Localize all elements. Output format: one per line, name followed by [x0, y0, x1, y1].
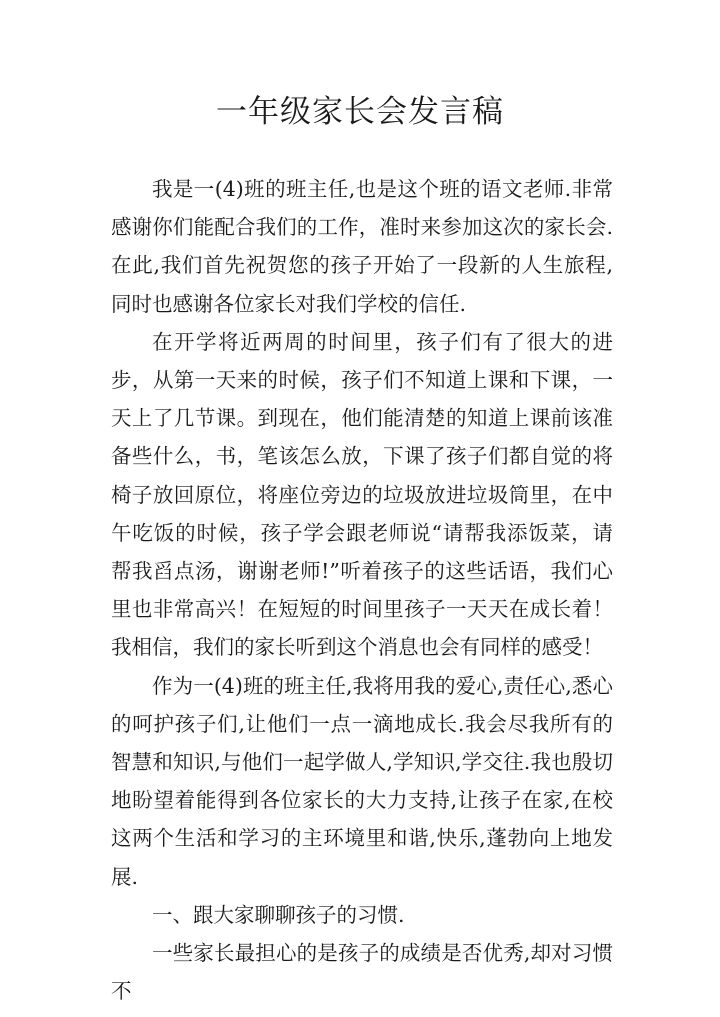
document-title: 一年级家长会发言稿: [216, 94, 504, 130]
paragraph-commitment: 作为一(4)班的班主任,我将用我的爱心,责任心,悉心的呵护孩子们,让他们一点一滴地成长.我会尽我所有的智慧和知识,与他们一起学做人,学知识,学交往.我也殷切地盼望着能得到各位家长的大力支持,让孩子在家,在校这两个生活和学习的主环境里和谐,快乐,蓬勃向上地发展.: [111, 673, 613, 889]
paragraph-habits: 一些家长最担心的是孩子的成绩是否优秀,却对习惯不: [111, 941, 613, 1004]
document-body: [111, 170, 613, 1010]
paragraph-progress: 在开学将近两周的时间里，孩子们有了很大的进步，从第一天来的时候，孩子们不知道上课和下课，一天上了几节课。到现在，他们能清楚的知道上课前该准备些什么，书，笔该怎么放，下课了孩子们都自觉的将椅子放回原位，将座位旁边的垃圾放进垃圾筒里，在中午吃饭的时候，孩子学会跟老师说“请帮我添饭菜，请帮我舀点汤，谢谢老师!”听着孩子的这些话语，我们心里也非常高兴！在短短的时间里孩子一天天在成长着！我相信，我们的家长听到这个消息也会有同样的感受！: [111, 329, 613, 660]
paragraph-intro: 我是一(4)班的班主任,也是这个班的语文老师.非常感谢你们能配合我们的工作，准时来参加这次的家长会.在此,我们首先祝贺您的孩子开始了一段新的人生旅程,同时也感谢各位家长对我们学校的信任.: [111, 177, 613, 316]
section-heading-habits: 一、跟大家聊聊孩子的习惯.: [152, 902, 405, 927]
